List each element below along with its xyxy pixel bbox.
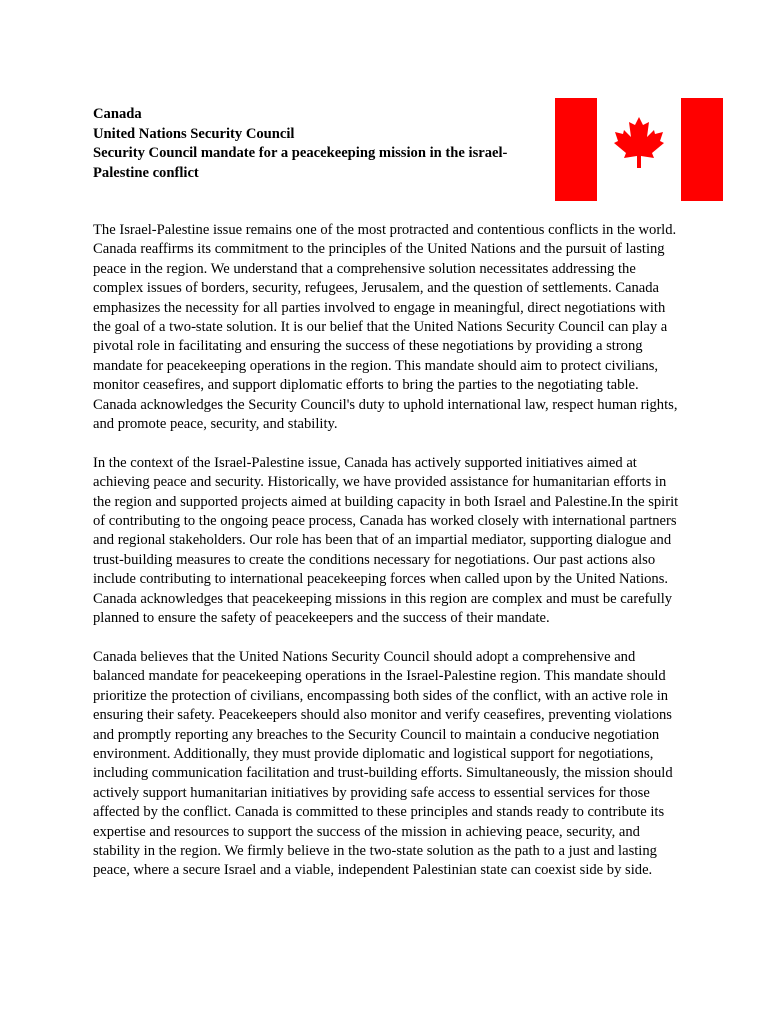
topic-title: Security Council mandate for a peacekeeping mission in the israel-Palestine conflict: [93, 145, 508, 181]
paragraph-3: Canada believes that the United Nations Security Council should adopt a comprehensive and balanced mandate for peacekeeping operations in the Israel-Palestine region. This mandate should prioritize the protection of civilians, encompassing both sides of the conflict, with an active role in ensuring their safety. Peacekeepers should also monitor and verify ceasefires, preventing violations and promptly reporting any breaches to the Security Council to maintain a conducive negotiation environment. Additionally, they must provide diplomatic and logistical support for negotiations, including communication facilitation and trust-building efforts. Simultaneously, the mission should actively support humanitarian initiatives by providing safe access to essential services for those affected by the conflict. Canada is committed to these principles and stands ready to contribute its expertise and resources to support the success of the mission in achieving peace, security, and stability in the region. We firmly believe in the two-state solution as the path to a just and lasting peace, where a secure Israel and a viable, independent Palestinian state can coexist side by side.: [93, 648, 673, 879]
paragraph-1: The Israel-Palestine issue remains one of the most protracted and contentious conflicts in the world. Canada reaffirms its commitment to the principles of the United Nations and the pursuit of lasting peace in the region. We understand that a comprehensive solution necessitates addressing the complex issues of borders, security, refugees, Jerusalem, and the question of settlements. Canada emphasizes the necessity for all parties involved to engage in meaningful, direct negotiations with the goal of a two-state solution. It is our belief that the United Nations Security Council can play a pivotal role in facilitating and ensuring the success of these negotiations by providing a strong mandate for peacekeeping operations in the region. This mandate should aim to protect civilians, monitor ceasefires, and support diplomatic efforts to bring the parties to the negotiating table. Canada acknowledges the Security Council's duty to uphold international law, respect human rights, and promote peace, security, and stability.: [93, 222, 678, 433]
flag-left-band: [555, 98, 597, 201]
committee-name: United Nations Security Council: [93, 125, 295, 142]
flag-right-band: [681, 98, 723, 201]
canada-flag-icon: [555, 98, 723, 201]
document-body: [93, 221, 679, 900]
document-header: [93, 105, 543, 183]
country-name: Canada: [93, 106, 142, 122]
paragraph-2: In the context of the Israel-Palestine issue, Canada has actively supported initiatives aimed at achieving peace and security. Historically, we have provided assistance for humanitarian efforts in the region and supported projects aimed at building capacity in both Israel and Palestine.In the spirit of contributing to the ongoing peace process, Canada has worked closely with international partners and regional stakeholders. Our role has been that of an impartial mediator, supporting dialogue and trust-building measures to create the conditions necessary for negotiations. Our past actions also include contributing to international peacekeeping forces when called upon by the United Nations. Canada acknowledges that peacekeeping missions in this region are complex and must be carefully planned to ensure the safety of peacekeepers and the success of their mandate.: [93, 454, 679, 627]
